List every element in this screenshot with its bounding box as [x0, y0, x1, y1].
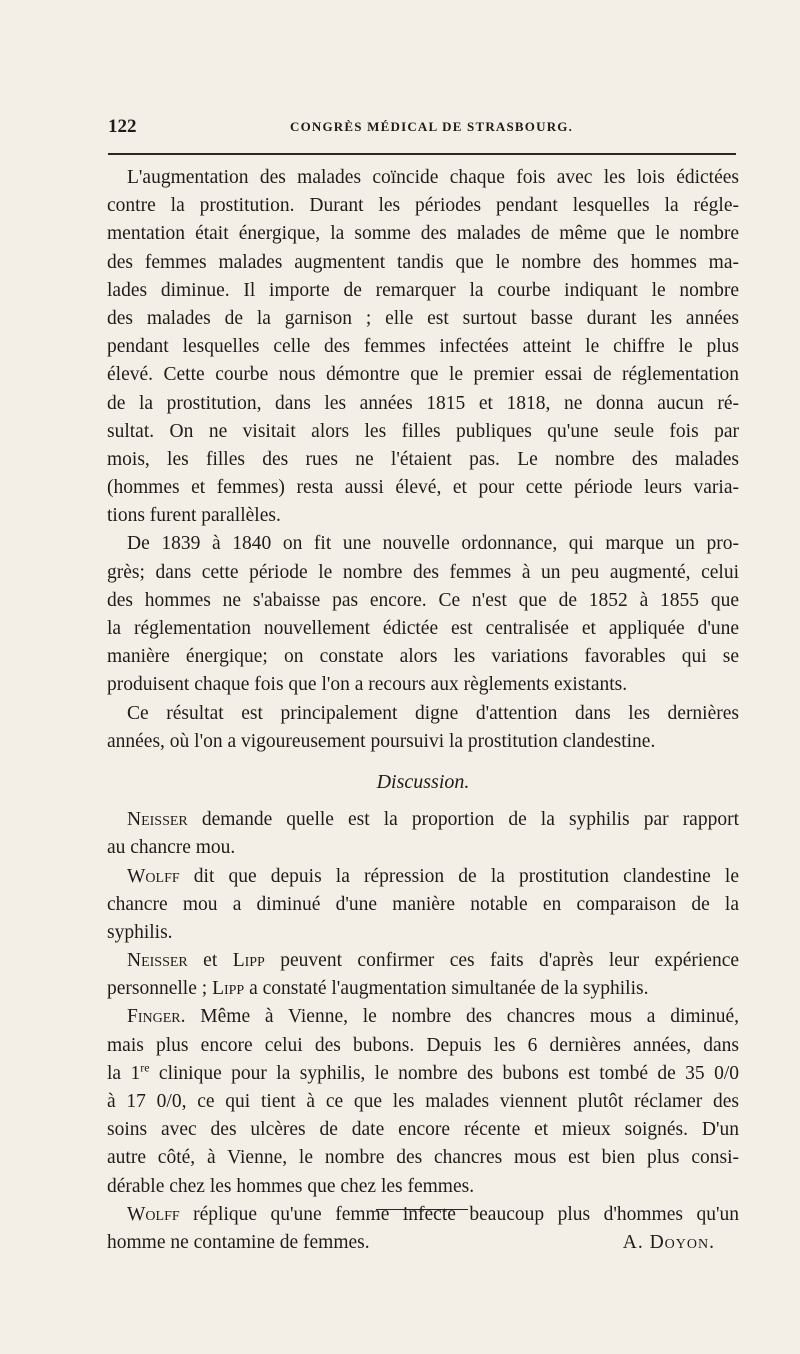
text-line: contre la prostitution. Durant les périodes pendant lesquelles la régle- — [107, 195, 739, 217]
line-text: personnelle ; — [107, 978, 213, 1000]
discussion-paragraph-2 — [107, 863, 739, 948]
paragraph-2 — [107, 530, 739, 699]
speaker-name: Wolff — [127, 1203, 180, 1225]
paragraph-3 — [107, 700, 739, 756]
text-line: Ce résultat est principalement digne d'attention dans les dernières — [127, 702, 739, 724]
line-text: réplique qu'une femme infecte beaucoup plus d'hommes qu'un — [179, 1203, 739, 1225]
text-line: manière énergique; on constate alors les variations favorables qui se — [107, 646, 739, 668]
discussion-paragraph-4 — [107, 1003, 739, 1200]
running-head: CONGRÈS MÉDICAL DE STRASBOURG. — [290, 119, 574, 134]
text-line: produisent chaque fois que l'on a recours aux règlements existants. — [107, 674, 628, 696]
line-text: peuvent confirmer ces faits d'après leur expérience — [264, 950, 739, 972]
paragraph-1 — [107, 164, 739, 530]
speaker-name: Finger — [127, 1006, 181, 1028]
discussion-paragraph-1 — [107, 806, 739, 862]
speaker-name: Wolff — [127, 865, 180, 887]
page-number: 122 — [108, 116, 137, 137]
text-line — [107, 1201, 739, 1229]
line-text: a constaté l'augmentation simultanée de la syphilis. — [244, 978, 649, 1000]
text-line: à 17 0/0, ce qui tient à ce que les malades viennent plutôt réclamer des — [107, 1091, 739, 1112]
text-line — [107, 806, 739, 834]
text-line: chancre mou a diminué d'une manière notable en comparaison de la — [107, 893, 739, 915]
text-line: des femmes malades augmentent tandis que le nombre des hommes ma- — [107, 251, 739, 273]
text-line: élevé. Cette courbe nous démontre que le premier essai de réglementation — [107, 364, 739, 386]
author-signature: A. Doyon. — [622, 1231, 715, 1253]
discussion-paragraph-3 — [107, 947, 739, 1003]
text-line — [107, 863, 739, 891]
line-text: . Même à Vienne, le nombre des chancres mous a diminué, — [180, 1006, 739, 1028]
text-line — [107, 947, 739, 975]
line-text: clinique pour la syphilis, le nombre des bubons est tombé de 35 0/0 — [149, 1062, 739, 1084]
body-text — [107, 164, 739, 1257]
text-line: au chancre mou. — [107, 837, 236, 859]
page-header — [108, 116, 740, 140]
text-line: de la prostitution, dans les années 1815 et 1818, ne donna aucun ré- — [107, 392, 739, 414]
text-line: tions furent parallèles. — [107, 505, 281, 527]
text-line: années, où l'on a vigoureusement poursuivi la prostitution clandestine. — [107, 730, 656, 752]
text-line: mentation était énergique, la somme des malades de même que le nombre — [107, 223, 739, 245]
line-text: dit que depuis la répression de la prostitution clandestine le — [179, 865, 739, 887]
text-line: autre côté, à Vienne, le nombre des chancres mous est bien plus consi- — [107, 1147, 739, 1169]
text-line: pendant lesquelles celle des femmes infectées atteint le chiffre le plus — [107, 336, 739, 358]
text-line — [107, 1003, 739, 1031]
text-line: lades diminue. Il importe de remarquer la courbe indiquant le nombre — [107, 279, 739, 301]
text-line: la réglementation nouvellement édictée est centralisée et appliquée d'une — [107, 618, 739, 639]
speaker-name: Lipp — [212, 978, 245, 1000]
header-rule — [108, 153, 736, 155]
text-line — [107, 1229, 739, 1257]
end-rule — [376, 1209, 468, 1210]
text-line: De 1839 à 1840 on fit une nouvelle ordonnance, qui marque un pro- — [127, 533, 739, 555]
text-line: mois, les filles des rues ne l'étaient pas. Le nombre des malades — [107, 448, 739, 470]
text-line: L'augmentation des malades coïncide chaque fois avec les lois édictées — [127, 167, 739, 188]
text-line: grès; dans cette période le nombre des femmes à un peu augmenté, celui — [107, 561, 739, 583]
text-line — [107, 975, 739, 1003]
section-heading: Discussion. — [376, 770, 470, 793]
line-text: homme ne contamine de femmes. — [107, 1231, 370, 1253]
text-line — [107, 1060, 739, 1088]
text-line: (hommes et femmes) resta aussi élevé, et pour cette période leurs varia- — [107, 477, 739, 499]
text-line: mais plus encore celui des bubons. Depuis les 6 dernières années, dans — [107, 1034, 739, 1056]
superscript: re — [140, 1060, 150, 1075]
speaker-name: Neisser — [127, 809, 188, 831]
speaker-name: Neisser — [127, 950, 188, 972]
text-line: syphilis. — [107, 921, 173, 943]
text-line: des malades de la garnison ; elle est surtout basse durant les années — [107, 307, 739, 329]
line-text: et — [187, 950, 233, 972]
text-line: sultat. On ne visitait alors les filles publiques qu'une seule fois par — [107, 420, 739, 442]
text-line: soins avec des ulcères de date encore récente et mieux soignés. D'un — [107, 1119, 739, 1141]
line-text: la 1 — [107, 1062, 141, 1084]
speaker-name: Lipp — [232, 950, 265, 972]
text-line: dérable chez les hommes que chez les femmes. — [107, 1175, 475, 1197]
line-text: demande quelle est la proportion de la syphilis par rapport — [187, 809, 739, 831]
text-line: des hommes ne s'abaisse pas encore. Ce n'est que de 1852 à 1855 que — [107, 589, 739, 611]
